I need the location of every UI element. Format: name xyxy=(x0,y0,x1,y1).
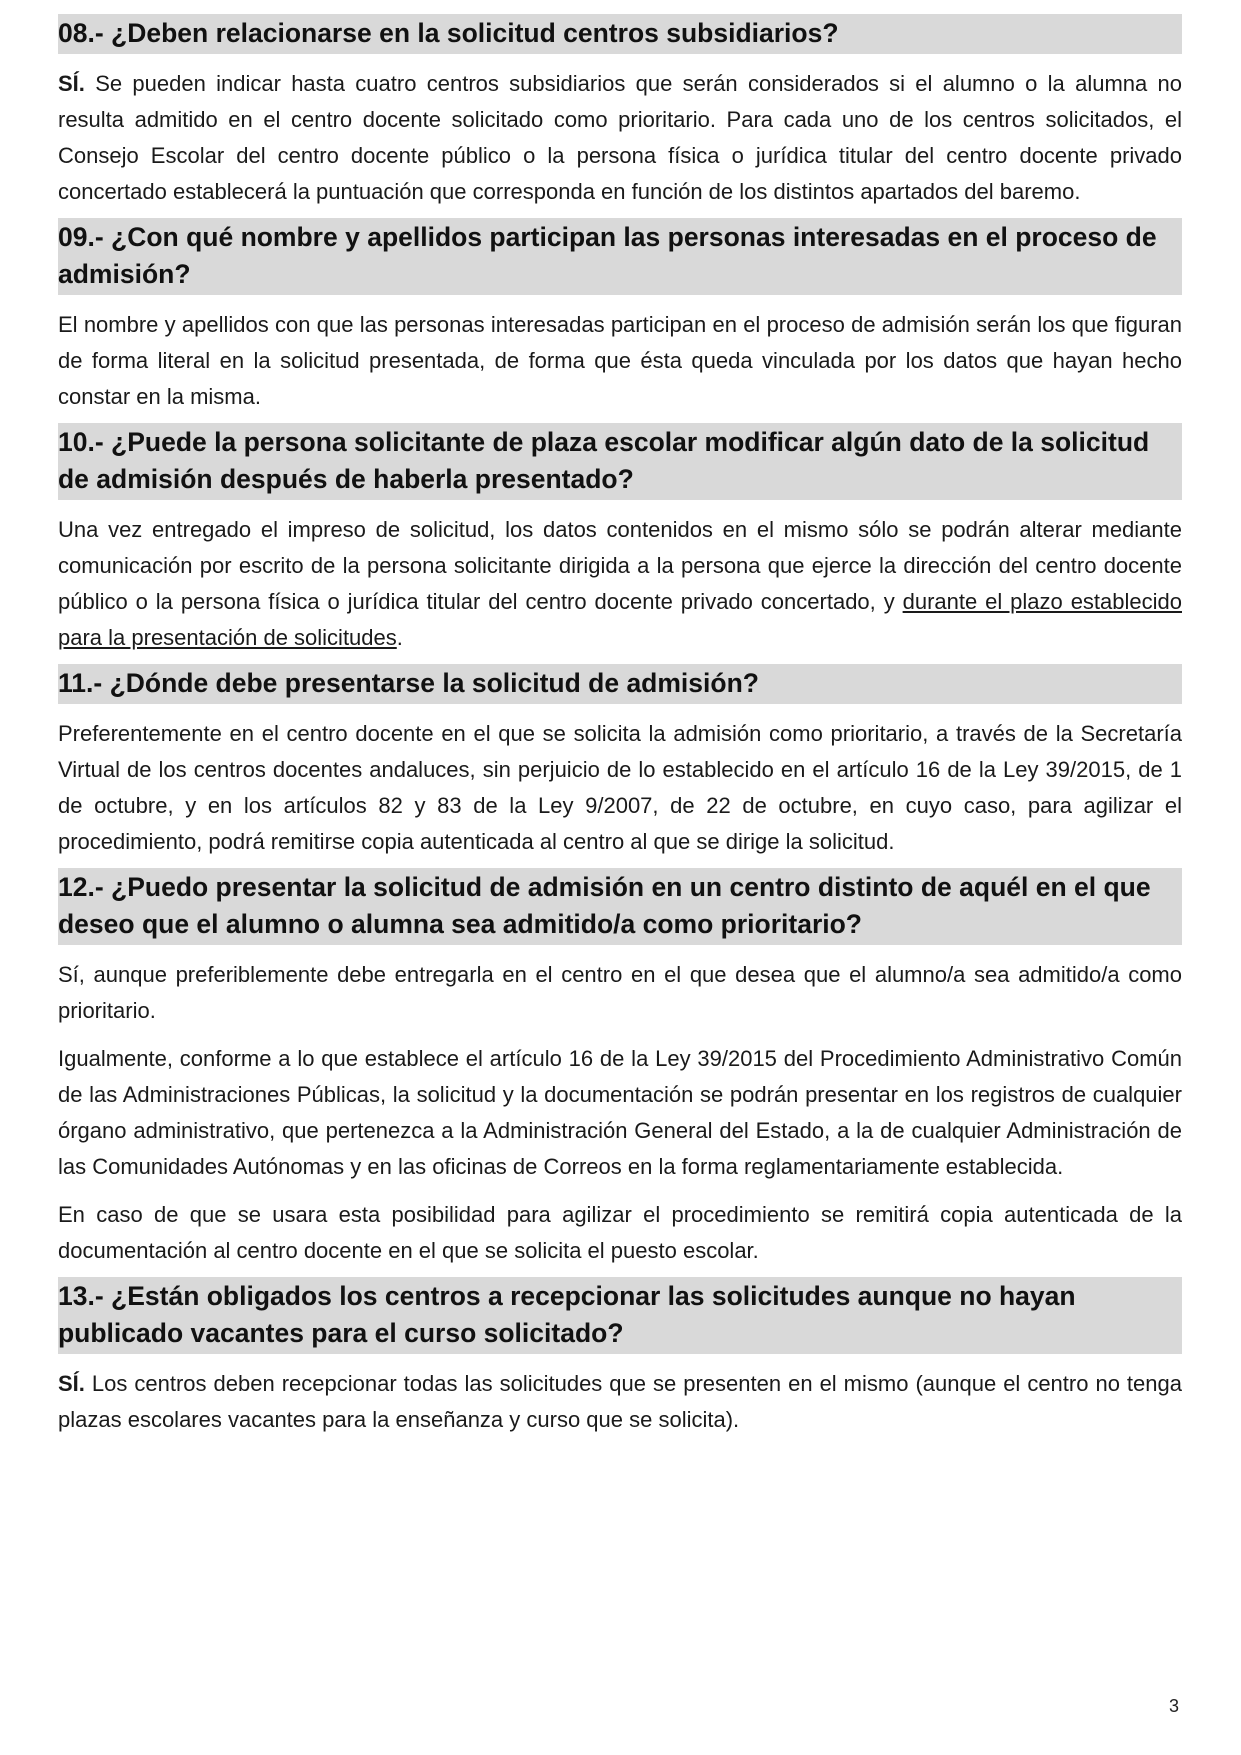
answer-08-text: Se pueden indicar hasta cuatro centros subsidiarios que serán considerados si el alumno o la alumna no resulta admitido en el centro docente solicitado como prioritario. Para cada uno de los centros solicitados, el Consejo Escolar del centro docente público o la persona física o jurídica titular del centro docente privado concertado establecerá la puntuación que corresponda en función de los distintos apartados del baremo. xyxy=(58,71,1182,204)
answer-08-lead: SÍ. xyxy=(58,71,85,96)
answer-12-p1: Sí, aunque preferiblemente debe entregarla en el centro en el que desea que el alumno/a sea admitido/a como prioritario. xyxy=(58,962,1182,1023)
answer-11: Preferentemente en el centro docente en el que se solicita la admisión como prioritario, a través de la Secretaría Virtual de los centros docentes andaluces, sin perjuicio de lo establecido en el artículo 16 de la Ley 39/2015, de 1 de octubre, y en los artículos 82 y 83 de la Ley 9/2007, de 22 de octubre, en cuyo caso, para agilizar el procedimiento, podrá remitirse copia autenticada al centro al que se dirige la solicitud. xyxy=(58,721,1182,854)
question-13: 13.- ¿Están obligados los centros a recepcionar las solicitudes aunque no hayan publicado vacantes para el curso solicitado? xyxy=(58,1277,1182,1354)
answer-13-text: Los centros deben recepcionar todas las solicitudes que se presenten en el mismo (aunque el centro no tenga plazas escolares vacantes para la enseñanza y curso que se solicita). xyxy=(58,1371,1182,1432)
question-08: 08.- ¿Deben relacionarse en la solicitud centros subsidiarios? xyxy=(58,14,1182,54)
answer-10-underlined: durante el plazo establecido para la presentación de solicitudes xyxy=(58,589,1182,650)
answer-10-text: Una vez entregado el impreso de solicitud, los datos contenidos en el mismo sólo se podrán alterar mediante comunicación por escrito de la persona solicitante dirigida a la persona que ejerce la dirección del centro docente público o la persona física o jurídica titular del centro docente privado concertado, y xyxy=(58,517,1182,614)
answer-13-lead: SÍ. xyxy=(58,1371,85,1396)
answer-12-p2: Igualmente, conforme a lo que establece el artículo 16 de la Ley 39/2015 del Procedimiento Administrativo Común de las Administraciones Públicas, la solicitud y la documentación se podrán presentar en los registros de cualquier órgano administrativo, que pertenezca a la Administración General del Estado, a la de cualquier Administración de las Comunidades Autónomas y en las oficinas de Correos en la forma reglamentariamente establecida. xyxy=(58,1046,1182,1179)
faq-page xyxy=(58,14,1182,1438)
question-09: 09.- ¿Con qué nombre y apellidos participan las personas interesadas en el proceso de admisión? xyxy=(58,218,1182,295)
page-number: 3 xyxy=(1168,1696,1179,1716)
answer-10-tail: . xyxy=(396,625,403,650)
question-12: 12.- ¿Puedo presentar la solicitud de admisión en un centro distinto de aquél en el que deseo que el alumno o alumna sea admitido/a como prioritario? xyxy=(58,868,1182,945)
question-11: 11.- ¿Dónde debe presentarse la solicitud de admisión? xyxy=(58,664,1182,704)
question-10: 10.- ¿Puede la persona solicitante de plaza escolar modificar algún dato de la solicitud de admisión después de haberla presentado? xyxy=(58,423,1182,500)
answer-10 xyxy=(58,512,1182,656)
answer-09: El nombre y apellidos con que las personas interesadas participan en el proceso de admisión serán los que figuran de forma literal en la solicitud presentada, de forma que ésta queda vinculada por los datos que hayan hecho constar en la misma. xyxy=(58,312,1182,409)
answer-13 xyxy=(58,1366,1182,1438)
answer-08 xyxy=(58,66,1182,210)
answer-12-p3: En caso de que se usara esta posibilidad para agilizar el procedimiento se remitirá copia autenticada de la documentación al centro docente en el que se solicita el puesto escolar. xyxy=(58,1202,1182,1263)
